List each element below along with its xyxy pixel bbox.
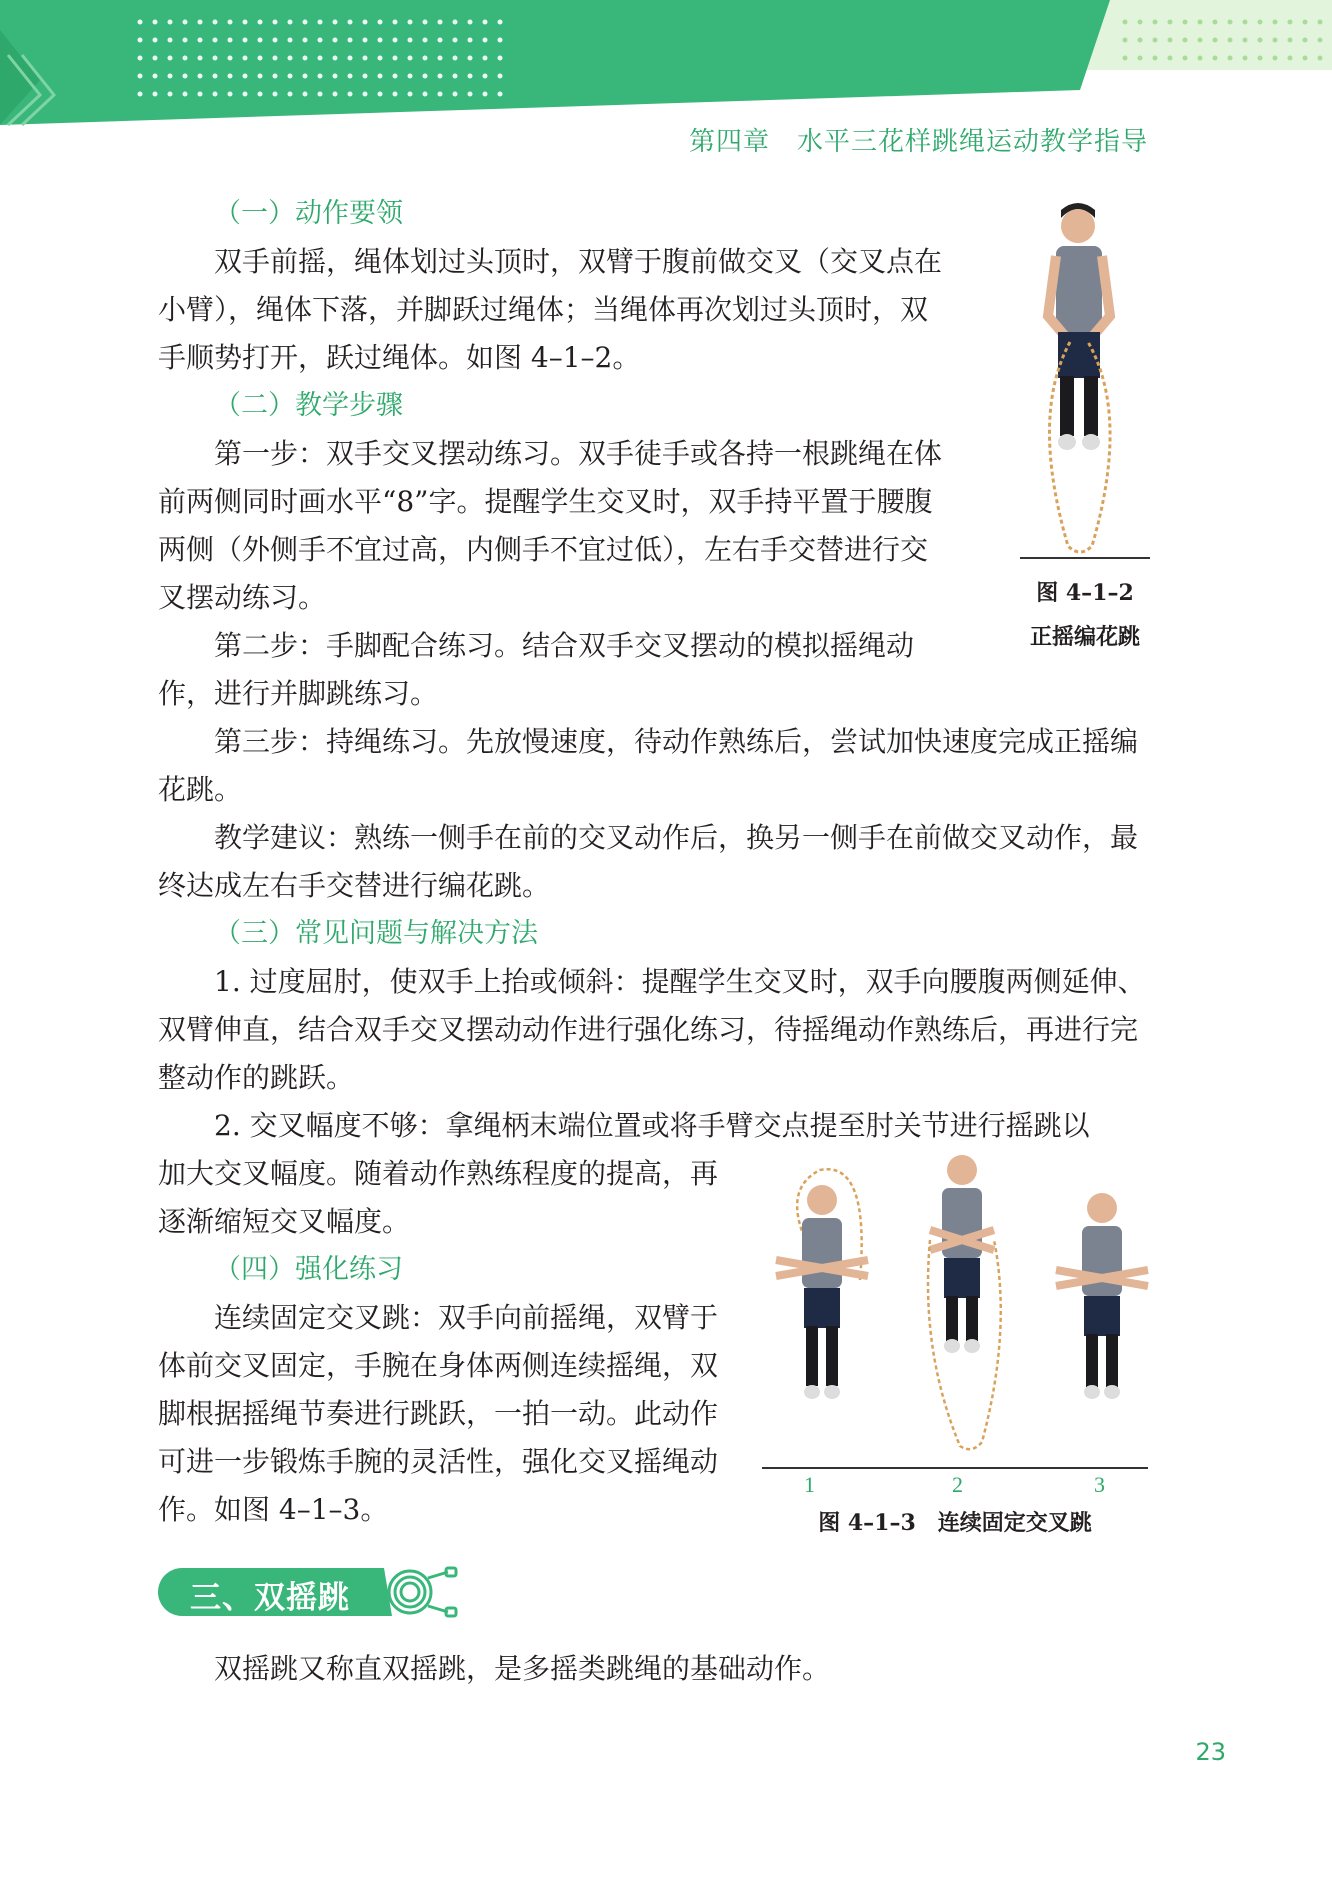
paragraph-problem-2-line2: 加大交叉幅度。随着动作熟练程度的提高，再逐渐缩短交叉幅度。: [158, 1157, 719, 1238]
page-number: 23: [1195, 1738, 1226, 1766]
paragraph-reinforcement: 连续固定交叉跳：双手向前摇绳，双臂于体前交叉固定，手腕在身体两侧连续摇绳，双脚根据摇绳节奏进行跳跃，一拍一动。此动作可进一步锻炼手腕的灵活性，强化交叉摇绳动作。如图 4–1–3。: [158, 1301, 719, 1526]
paragraph-double-under-intro: 双摇跳又称直双摇跳，是多摇类跳绳的基础动作。: [214, 1652, 831, 1685]
content-step-2: [158, 622, 948, 718]
content-column-top: [158, 190, 948, 622]
content-column-bottom: [158, 1150, 728, 1534]
figure-4-1-2-title: 正摇编花跳: [1029, 624, 1140, 650]
header-banner: [0, 0, 1332, 140]
paragraph-problem-1: 1. 过度屈肘，使双手上抬或倾斜：提醒学生交叉时，双手向腰腹两侧延伸、双臂伸直，结合双手交叉摆动动作进行强化练习，待摇绳动作熟练后，再进行完整动作的跳跃。: [158, 965, 1146, 1094]
section-heading-3: （三）常见问题与解决方法: [214, 918, 538, 949]
figure-4-1-3: [760, 1150, 1150, 1540]
paragraph-step-1: 第一步：双手交叉摆动练习。双手徒手或各持一根跳绳在体前两侧同时画水平“8”字。提醒学生交叉时，双手持平置于腰腹两侧（外侧手不宜过高，内侧手不宜过低），左右手交替进行交叉摆动练习。: [158, 437, 943, 614]
section-three-title: 三、双摇跳: [190, 1580, 350, 1616]
paragraph-problem-2-line1: 2. 交叉幅度不够：拿绳柄末端位置或将手臂交点提至肘关节进行摇跳以: [214, 1109, 1090, 1142]
content-column-middle: [158, 718, 1148, 1150]
paragraph-teaching-tip: 教学建议：熟练一侧手在前的交叉动作后，换另一侧手在前做交叉动作，最终达成左右手交替进行编花跳。: [158, 821, 1139, 902]
running-head: 第四章 水平三花样跳绳运动教学指导: [688, 127, 1148, 157]
paragraph-step-3: 第三步：持绳练习。先放慢速度，待动作熟练后，尝试加快速度完成正摇编花跳。: [158, 725, 1139, 806]
figure-4-1-2-number: 图 4–1–2: [1036, 580, 1134, 606]
figure-4-1-2: [1010, 196, 1160, 650]
section-heading-4: （四）强化练习: [214, 1254, 403, 1285]
section-three-header: [156, 1566, 460, 1618]
jumper-illustration: [1010, 196, 1160, 566]
paragraph-step-2: 第二步：手脚配合练习。结合双手交叉摆动的模拟摇绳动作，进行并脚跳练习。: [158, 629, 915, 710]
rope-coil-icon: [389, 1568, 456, 1616]
figure-label-2: 2: [952, 1472, 963, 1497]
section-heading-2: （二）教学步骤: [214, 390, 403, 421]
jumper-sequence-illustration: [760, 1150, 1150, 1470]
figure-label-3: 3: [1094, 1472, 1105, 1497]
section-heading-1: （一）动作要领: [214, 198, 403, 229]
figure-label-1: 1: [804, 1472, 815, 1497]
figure-4-1-3-caption: 图 4–1–3 连续固定交叉跳: [818, 1510, 1092, 1536]
section-three-intro: [158, 1645, 1148, 1693]
paragraph-action-essentials: 双手前摇，绳体划过头顶时，双臂于腹前做交叉（交叉点在小臂），绳体下落，并脚跃过绳体；当绳体再次划过头顶时，双手顺势打开，跃过绳体。如图 4–1–2。: [158, 245, 943, 374]
